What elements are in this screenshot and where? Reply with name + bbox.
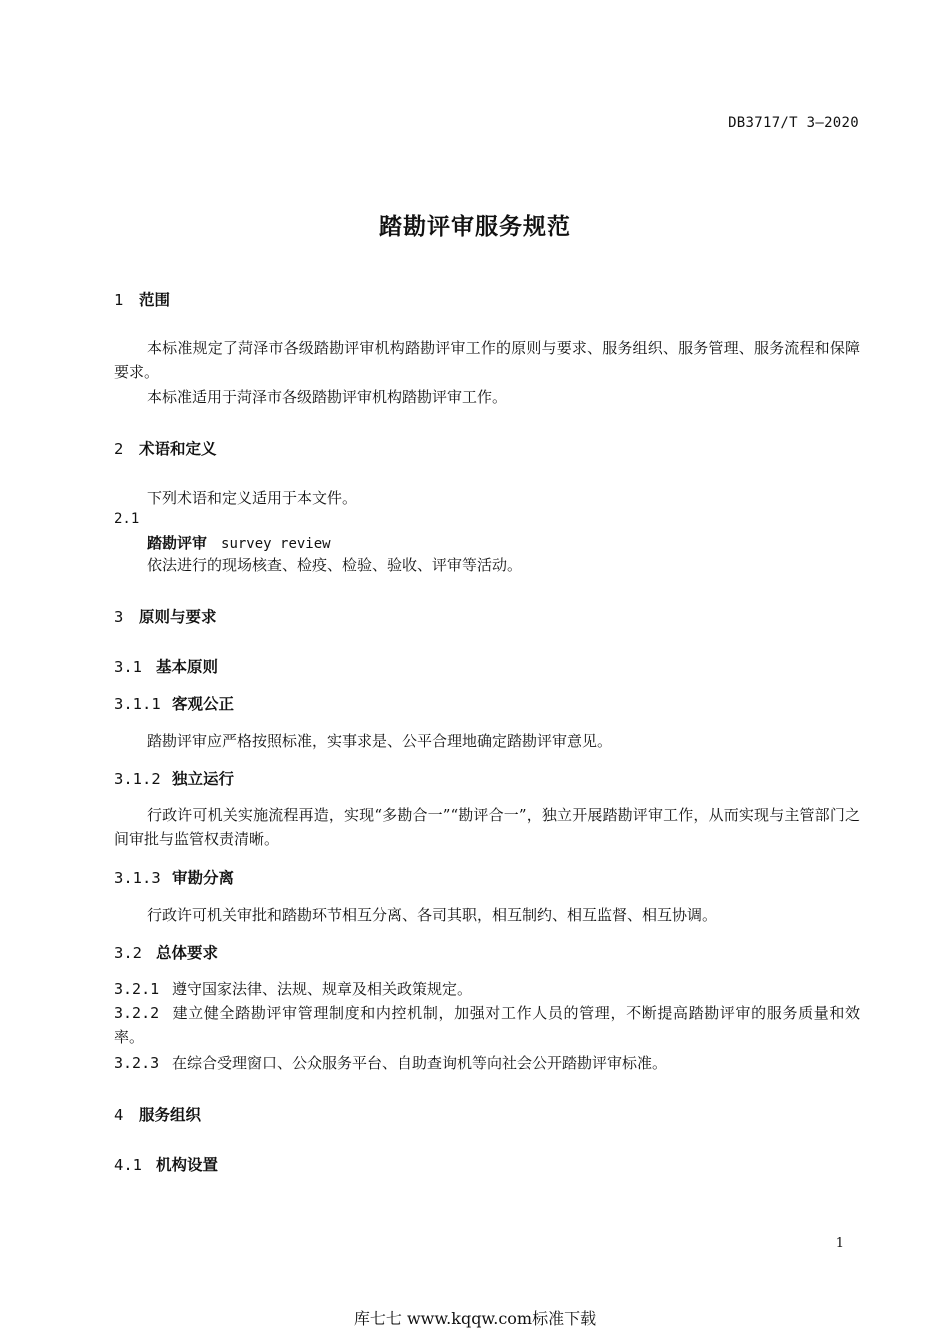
section-3-1-1-heading (114, 692, 234, 714)
section-number: 3.1 (114, 658, 142, 676)
term-number: 2.1 (114, 511, 140, 527)
term-definition: 依法进行的现场核查、检疫、检验、验收、评审等活动。 (147, 556, 523, 574)
clause-number: 3.2.3 (114, 1054, 160, 1072)
paragraph: 本标准适用于菏泽市各级踏勘评审机构踏勘评审工作。 (147, 388, 508, 406)
clause-text: 在综合受理窗口、公众服务平台、自助查询机等向社会公开踏勘评审标准。 (172, 1054, 668, 1072)
clause-text: 遵守国家法律、法规、规章及相关政策规定。 (172, 980, 473, 998)
section-4-heading (114, 1103, 201, 1125)
paragraph: 本标准规定了菏泽市各级踏勘评审机构踏勘评审工作的原则与要求、服务组织、服务管理、服务流程和保障要求。 (114, 339, 860, 381)
section-title: 机构设置 (156, 1156, 219, 1174)
section-4-1-heading (114, 1153, 218, 1175)
section-title: 范围 (139, 291, 171, 309)
page-number: 1 (835, 1236, 844, 1251)
paragraph: 下列术语和定义适用于本文件。 (147, 489, 358, 507)
document-code: DB3717/T 3—2020 (728, 115, 859, 131)
clause-number: 3.2.2 (114, 1004, 160, 1022)
section-title: 服务组织 (139, 1106, 202, 1124)
section-number: 3.2 (114, 944, 142, 962)
paragraph: 踏勘评审应严格按照标准，实事求是、公平合理地确定踏勘评审意见。 (147, 732, 613, 750)
section-number: 4.1 (114, 1156, 142, 1174)
section-title: 原则与要求 (139, 608, 217, 626)
section-number: 2 (114, 440, 124, 458)
section-2-heading (114, 437, 217, 459)
clause-text: 建立健全踏勘评审管理制度和内控机制，加强对工作人员的管理，不断提高踏勘评审的服务质量和效率。 (114, 1004, 860, 1046)
section-3-2-heading (114, 941, 218, 963)
section-3-1-heading (114, 655, 218, 677)
section-1-heading (114, 288, 170, 310)
footer-source: 库七七 www.kqqw.com标准下载 (353, 1309, 597, 1328)
clause-3-2-1 (114, 978, 472, 999)
clause-number: 3.2.1 (114, 980, 160, 998)
section-3-heading (114, 605, 217, 627)
paragraph: 行政许可机关审批和踏勘环节相互分离、各司其职，相互制约、相互监督、相互协调。 (147, 906, 718, 924)
section-title: 术语和定义 (139, 440, 217, 458)
term-entry (147, 532, 331, 553)
clause-3-2-3 (114, 1052, 667, 1073)
section-number: 1 (114, 291, 124, 309)
section-number: 3.1.2 (114, 770, 161, 788)
section-title: 审勘分离 (172, 869, 235, 887)
term-chinese: 踏勘评审 (147, 534, 208, 552)
document-title: 踏勘评审服务规范 (379, 214, 571, 240)
section-title: 独立运行 (172, 770, 235, 788)
paragraph: 行政许可机关实施流程再造，实现“多勘合一”“勘评合一”，独立开展踏勘评审工作，从而实现与主管部门之间审批与监管权责清晰。 (114, 806, 860, 848)
section-number: 3 (114, 608, 124, 626)
section-title: 总体要求 (156, 944, 219, 962)
section-title: 客观公正 (172, 695, 235, 713)
clause-3-2-2 (114, 1001, 860, 1049)
section-number: 4 (114, 1106, 124, 1124)
section-3-1-2-heading (114, 767, 234, 789)
term-english: survey review (221, 536, 331, 552)
section-3-1-3-heading (114, 866, 234, 888)
section-number: 3.1.1 (114, 695, 161, 713)
section-title: 基本原则 (156, 658, 219, 676)
section-number: 3.1.3 (114, 869, 161, 887)
